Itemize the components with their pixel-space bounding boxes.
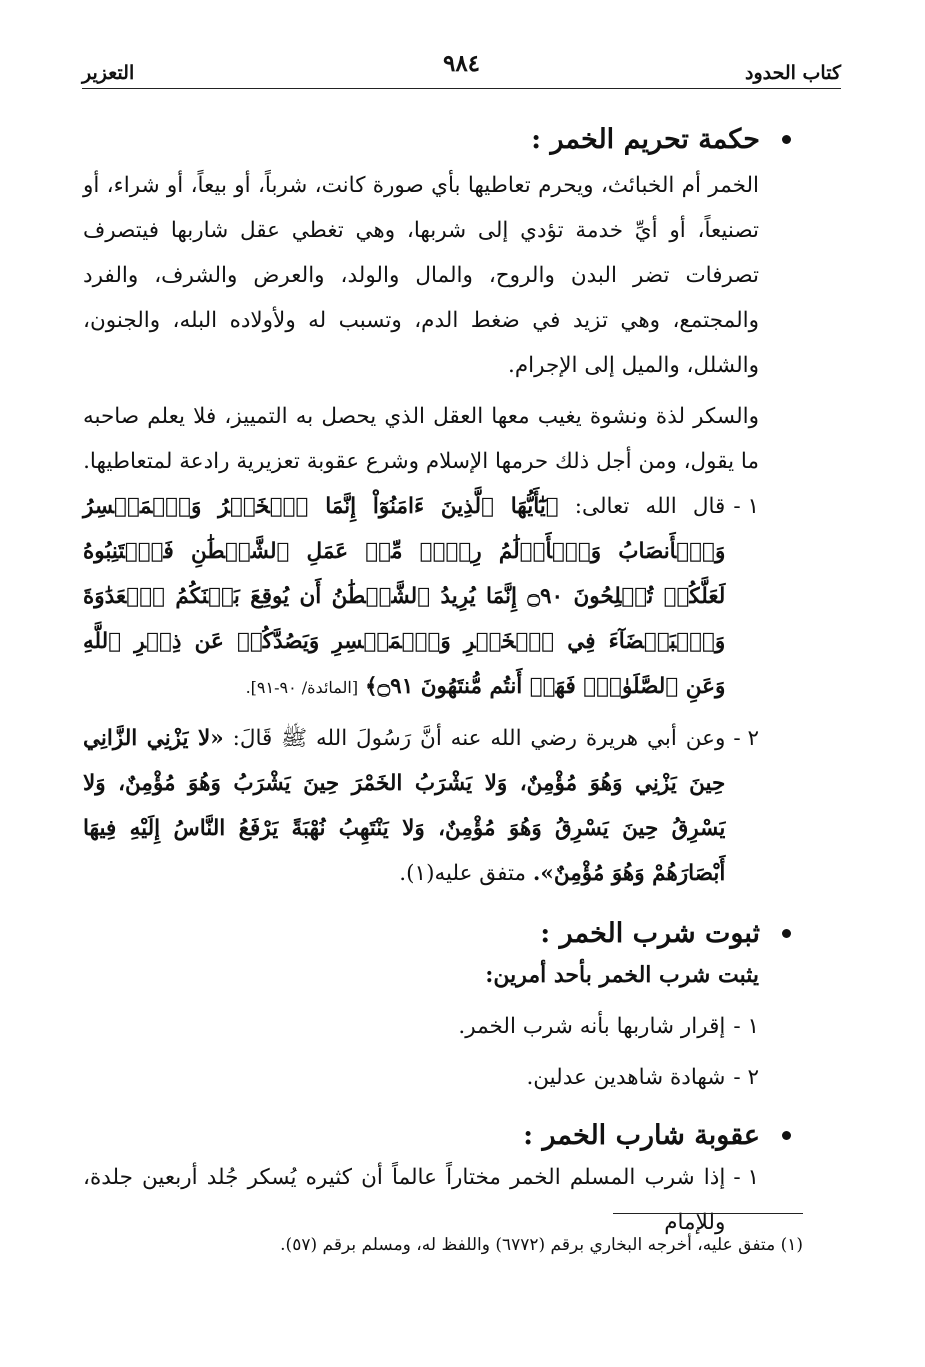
paragraph-wisdom-1: الخمر أم الخبائث، ويحرم تعاطيها بأي صورة كانت، شرباً، أو بيعاً، أو شراء، أو تصنيعاً، أو أيِّ خدمة تؤدي إلى شربها، وهي تغطي عقل شاربها فيتصرف تصرفات تضر البدن والروح، والمال والولد، والعرض والشرف، والفرد والمجتمع، وهي تزيد في ضغط الدم، وتسبب له ولأولاده البله، والجنون، والشلل، والميل إلى الإجرام. — [83, 173, 759, 378]
section-heading-punishment: عقوبة شارب الخمر : — [83, 1120, 791, 1151]
list-item-quran: ١ - قال الله تعالى: ﴿يَٰٓأَيُّهَا ٱلَّذِينَ ءَامَنُوٓاْ إِنَّمَا ٱلۡخَمۡرُ وَٱلۡمَيۡسِرُ وَٱلۡأَنصَابُ وَٱلۡأَزۡلَٰمُ رِجۡسٞ مِّنۡ عَمَلِ ٱلشَّيۡطَٰنِ فَٱجۡتَنِبُوهُ لَعَلَّكُمۡ تُفۡلِحُونَ ۝٩٠ إِنَّمَا يُرِيدُ ٱلشَّيۡطَٰنُ أَن يُوقِعَ بَيۡنَكُمُ ٱلۡعَدَٰوَةَ وَٱلۡبَغۡضَآءَ فِي ٱلۡخَمۡرِ وَٱلۡمَيۡسِرِ وَيَصُدَّكُمۡ عَن ذِكۡرِ ٱللَّهِ وَعَنِ ٱلصَّلَوٰةِۖ فَهَلۡ أَنتُم مُّنتَهُونَ ۝٩١﴾ [المائدة/ ٩٠-٩١]. — [83, 494, 759, 699]
section-heading-wisdom: حكمة تحريم الخمر : — [83, 124, 791, 155]
bullet-icon — [782, 929, 791, 938]
hadith-source: متفق عليه(١). — [399, 861, 527, 886]
item-intro: وعن أبي هريرة رضي الله عنه أنَّ رَسُولَ الله ﷺ قَالَ: — [232, 726, 726, 751]
footnote-divider — [613, 1213, 803, 1214]
page-number: ٩٨٤ — [442, 50, 481, 77]
header-chapter-title: التعزير — [82, 62, 135, 84]
section-subheading: يثبت شرب الخمر بأحد أمرين: — [485, 962, 759, 988]
footnote: (١) متفق عليه، أخرجه البخاري برقم (٦٧٧٢) واللفظ له، ومسلم برقم (٥٧). — [280, 1235, 803, 1255]
paragraph-wisdom-2: والسكر لذة ونشوة يغيب معها العقل الذي يحصل به التمييز، فلا يعلم صاحبه ما يقول، ومن أجل ذلك حرمها الإسلام وشرع عقوبة تعزيرية رادعة لمتعاطيها. — [83, 404, 759, 474]
list-item: ١ - إذا شرب المسلم الخمر مختاراً عالماً أن كثيره يُسكر جُلد أربعين جلدة، وللإمام — [83, 1165, 759, 1235]
hadith-text: «لا يَزْنِي الزَّانِي حِينَ يَزْنِي وَهُوَ مُؤْمِنٌ، وَلا يَشْرَبُ الخَمْرَ حِينَ يَشْرَبُ وَهُوَ مُؤْمِنٌ، وَلا يَسْرِقُ حِينَ يَسْرِقُ وَهُوَ مُؤْمِنٌ، وَلا يَنْتَهِبُ نُهْبَةً يَرْفَعُ النَّاسُ إِلَيْهِ فِيهَا أَبْصَارَهُمْ وَهُوَ مُؤْمِنٌ». — [83, 726, 726, 886]
verse-reference: [المائدة/ ٩٠-٩١]. — [245, 678, 359, 697]
running-header — [82, 52, 841, 89]
quran-verse: ﴿يَٰٓأَيُّهَا ٱلَّذِينَ ءَامَنُوٓاْ إِنَّمَا ٱلۡخَمۡرُ وَٱلۡمَيۡسِرُ وَٱلۡأَنصَابُ وَٱلۡأَزۡلَٰمُ رِجۡسٞ مِّنۡ عَمَلِ ٱلشَّيۡطَٰنِ فَٱجۡتَنِبُوهُ لَعَلَّكُمۡ تُفۡلِحُونَ ۝٩٠ إِنَّمَا يُرِيدُ ٱلشَّيۡطَٰنُ أَن يُوقِعَ بَيۡنَكُمُ ٱلۡعَدَٰوَةَ وَٱلۡبَغۡضَآءَ فِي ٱلۡخَمۡرِ وَٱلۡمَيۡسِرِ وَيَصُدَّكُمۡ عَن ذِكۡرِ ٱللَّهِ وَعَنِ ٱلصَّلَوٰةِۖ فَهَلۡ أَنتُم مُّنتَهُونَ ۝٩١﴾ — [83, 494, 726, 699]
section-heading-proof: ثبوت شرب الخمر : — [83, 918, 791, 949]
bullet-icon — [782, 135, 791, 144]
bullet-icon — [782, 1131, 791, 1140]
list-item: ٢ - شهادة شاهدين عدلين. — [526, 1065, 759, 1090]
item-intro: قال الله تعالى: — [574, 494, 726, 519]
header-book-title: كتاب الحدود — [744, 62, 841, 84]
list-item-hadith: ٢ - وعن أبي هريرة رضي الله عنه أنَّ رَسُولَ الله ﷺ قَالَ: «لا يَزْنِي الزَّانِي حِينَ يَزْنِي وَهُوَ مُؤْمِنٌ، وَلا يَشْرَبُ الخَمْرَ حِينَ يَشْرَبُ وَهُوَ مُؤْمِنٌ، وَلا يَسْرِقُ حِينَ يَسْرِقُ وَهُوَ مُؤْمِنٌ، وَلا يَنْتَهِبُ نُهْبَةً يَرْفَعُ النَّاسُ إِلَيْهِ فِيهَا أَبْصَارَهُمْ وَهُوَ مُؤْمِنٌ». متفق عليه(١). — [83, 726, 759, 886]
main-content — [83, 118, 759, 1245]
list-item: ١ - إقرار شاربها بأنه شرب الخمر. — [458, 1014, 759, 1039]
